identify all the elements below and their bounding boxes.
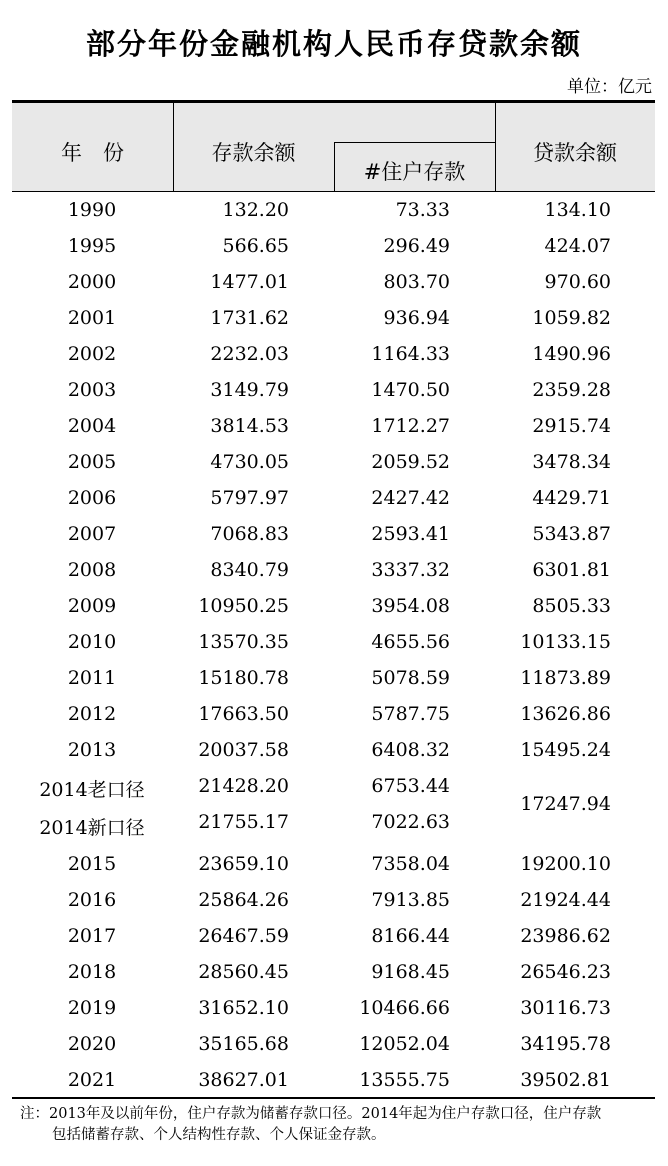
cell-household: 5078.59 (371, 667, 450, 689)
cell-year: 2012 (67, 703, 117, 725)
cell-deposits: 132.20 (222, 199, 289, 221)
cell-household: 6753.44 (371, 775, 450, 797)
footnote (20, 1104, 650, 1146)
table-row (12, 991, 655, 1027)
cell-year: 2013 (67, 739, 117, 761)
cell-household: 9168.45 (371, 961, 450, 983)
cell-deposits: 17663.50 (198, 703, 289, 725)
cell-year: 2007 (67, 523, 117, 545)
cell-year: 2001 (67, 307, 117, 329)
cell-year: 2009 (67, 595, 117, 617)
table-row (12, 337, 655, 373)
cell-deposits: 5797.97 (210, 487, 289, 509)
table-row (12, 481, 655, 517)
cell-loans: 970.60 (544, 271, 611, 293)
table-row (12, 229, 655, 265)
cell-household: 296.49 (383, 235, 450, 257)
table-row (12, 445, 655, 481)
cell-loans: 1059.82 (532, 307, 611, 329)
cell-loans: 2915.74 (532, 415, 611, 437)
table-row (12, 661, 655, 697)
cell-year: 2019 (67, 997, 117, 1019)
cell-year: 2000 (67, 271, 117, 293)
cell-year: 2014新口径 (39, 817, 145, 839)
table-row (12, 1063, 655, 1099)
cell-deposits: 31652.10 (198, 997, 289, 1019)
cell-year: 2006 (67, 487, 117, 509)
cell-household: 1164.33 (371, 343, 450, 365)
cell-year: 2010 (67, 631, 117, 653)
table-row (12, 373, 655, 409)
header-household: #住户存款 (363, 160, 466, 184)
cell-loans: 134.10 (544, 199, 611, 221)
cell-loans: 1490.96 (532, 343, 611, 365)
cell-household: 1470.50 (371, 379, 450, 401)
table-row (12, 847, 655, 883)
cell-loans: 17247.94 (520, 793, 611, 815)
cell-loans: 4429.71 (532, 487, 611, 509)
cell-household: 7022.63 (371, 811, 450, 833)
cell-loans: 6301.81 (532, 559, 611, 581)
cell-household: 5787.75 (371, 703, 450, 725)
footnote-line: 注：2013年及以前年份，住户存款为储蓄存款口径。2014年起为住户存款口径，住户存款 (20, 1106, 602, 1122)
table-row (12, 883, 655, 919)
footnote-line: 包括储蓄存款、个人结构性存款、个人保证金存款。 (52, 1127, 386, 1143)
cell-deposits: 4730.05 (210, 451, 289, 473)
table-row (12, 1027, 655, 1063)
cell-household: 73.33 (395, 199, 450, 221)
cell-deposits: 7068.83 (210, 523, 289, 545)
cell-loans: 21924.44 (520, 889, 611, 911)
cell-deposits: 21428.20 (198, 775, 289, 797)
cell-year: 2018 (67, 961, 117, 983)
cell-household: 2593.41 (371, 523, 450, 545)
cell-year: 2002 (67, 343, 117, 365)
cell-deposits: 15180.78 (198, 667, 289, 689)
cell-deposits: 26467.59 (198, 925, 289, 947)
cell-loans: 10133.15 (520, 631, 611, 653)
table-row-2014 (12, 769, 655, 847)
rows-group (12, 847, 655, 1099)
cell-year: 2020 (67, 1033, 117, 1055)
cell-household: 10466.66 (359, 997, 450, 1019)
cell-loans: 3478.34 (532, 451, 611, 473)
cell-deposits: 28560.45 (198, 961, 289, 983)
cell-loans: 5343.87 (532, 523, 611, 545)
table-row (12, 409, 655, 445)
cell-deposits: 566.65 (222, 235, 289, 257)
cell-household: 3954.08 (371, 595, 450, 617)
cell-loans: 8505.33 (532, 595, 611, 617)
table-row (12, 589, 655, 625)
cell-deposits: 21755.17 (198, 811, 289, 833)
cell-year: 2008 (67, 559, 117, 581)
table-row (12, 553, 655, 589)
cell-loans: 39502.81 (520, 1069, 611, 1091)
rows-group (12, 193, 655, 769)
cell-year: 2011 (67, 667, 117, 689)
cell-loans: 424.07 (544, 235, 611, 257)
table-header (12, 100, 655, 192)
cell-household: 1712.27 (371, 415, 450, 437)
page-title: 部分年份金融机构人民币存贷款余额 (85, 27, 582, 61)
cell-deposits: 3814.53 (210, 415, 289, 437)
cell-household: 2427.42 (371, 487, 450, 509)
cell-year: 1990 (67, 199, 117, 221)
header-year: 年 份 (61, 141, 124, 165)
bottom-rule (12, 1097, 655, 1099)
table-row (12, 697, 655, 733)
cell-loans: 34195.78 (520, 1033, 611, 1055)
cell-year: 2021 (67, 1069, 117, 1091)
cell-deposits: 1477.01 (210, 271, 289, 293)
unit-label: 单位：亿元 (567, 77, 652, 97)
cell-year: 2016 (67, 889, 117, 911)
cell-loans: 15495.24 (520, 739, 611, 761)
cell-loans: 19200.10 (520, 853, 611, 875)
cell-household: 12052.04 (359, 1033, 450, 1055)
cell-deposits: 13570.35 (198, 631, 289, 653)
cell-deposits: 35165.68 (198, 1033, 289, 1055)
cell-deposits: 1731.62 (210, 307, 289, 329)
cell-household: 8166.44 (371, 925, 450, 947)
table-body (12, 193, 655, 1099)
table-row (12, 919, 655, 955)
cell-year: 2003 (67, 379, 117, 401)
cell-deposits: 10950.25 (198, 595, 289, 617)
cell-deposits: 20037.58 (198, 739, 289, 761)
header-loans: 贷款余额 (533, 141, 617, 165)
cell-year: 2004 (67, 415, 117, 437)
cell-deposits: 23659.10 (198, 853, 289, 875)
cell-deposits: 3149.79 (210, 379, 289, 401)
cell-loans: 2359.28 (532, 379, 611, 401)
header-deposits: 存款余额 (211, 141, 296, 165)
cell-year: 2015 (67, 853, 117, 875)
cell-year: 2014老口径 (39, 779, 145, 801)
cell-deposits: 25864.26 (198, 889, 289, 911)
table-row (12, 517, 655, 553)
table-row (12, 733, 655, 769)
cell-household: 2059.52 (371, 451, 450, 473)
cell-household: 7913.85 (371, 889, 450, 911)
cell-household: 4655.56 (371, 631, 450, 653)
cell-loans: 23986.62 (520, 925, 611, 947)
cell-household: 13555.75 (359, 1069, 450, 1091)
table-row (12, 955, 655, 991)
table-row (12, 301, 655, 337)
header-divider (334, 142, 495, 143)
cell-deposits: 38627.01 (198, 1069, 289, 1091)
cell-household: 936.94 (383, 307, 450, 329)
cell-loans: 30116.73 (520, 997, 611, 1019)
cell-loans: 11873.89 (520, 667, 611, 689)
cell-household: 803.70 (383, 271, 450, 293)
cell-household: 6408.32 (371, 739, 450, 761)
cell-loans: 13626.86 (520, 703, 611, 725)
table-row (12, 625, 655, 661)
cell-year: 2017 (67, 925, 117, 947)
cell-loans: 26546.23 (520, 961, 611, 983)
cell-year: 2005 (67, 451, 117, 473)
cell-household: 3337.32 (371, 559, 450, 581)
cell-deposits: 8340.79 (210, 559, 289, 581)
table-row (12, 193, 655, 229)
table-row (12, 265, 655, 301)
cell-household: 7358.04 (371, 853, 450, 875)
cell-year: 1995 (67, 235, 117, 257)
cell-deposits: 2232.03 (210, 343, 289, 365)
